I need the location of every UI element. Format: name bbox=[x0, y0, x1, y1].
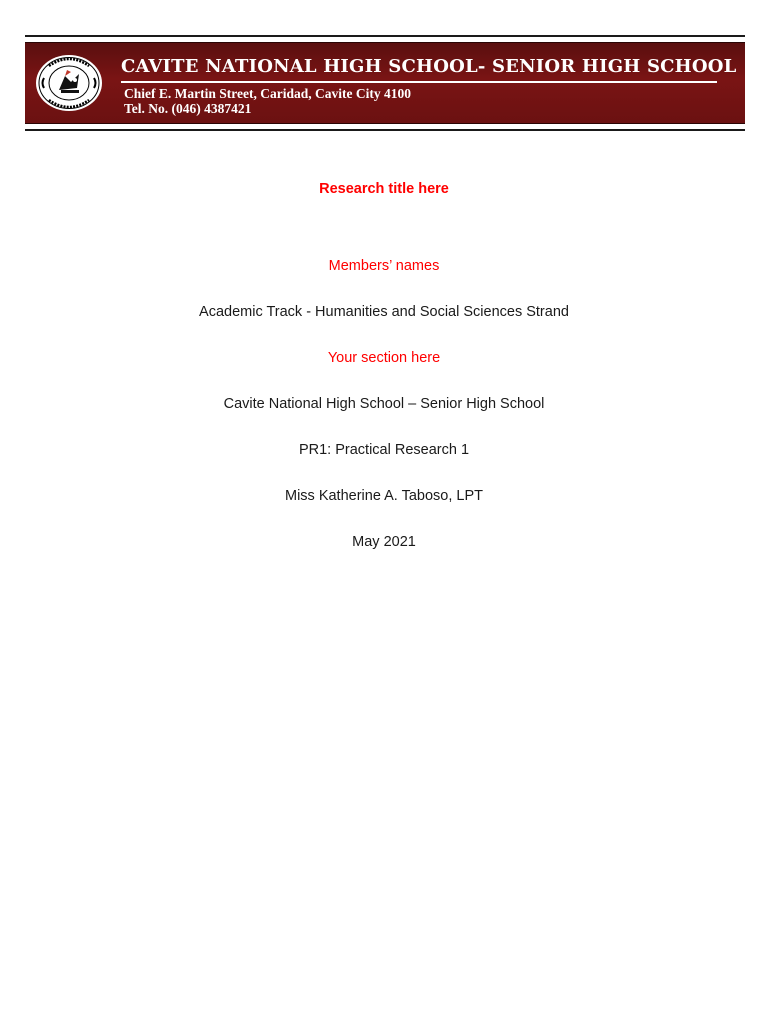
subject-line: PR1: Practical Research 1 bbox=[298, 442, 470, 458]
teacher-name: Miss Katherine A. Taboso, LPT bbox=[284, 488, 483, 504]
members-names-placeholder: Members’ names bbox=[328, 258, 440, 274]
header-bottom-rule bbox=[25, 129, 745, 131]
academic-track: Academic Track - Humanities and Social Sciences Strand bbox=[199, 304, 569, 320]
date-line: May 2021 bbox=[352, 534, 416, 550]
school-telephone: Tel. No. (046) 4387421 bbox=[124, 101, 252, 116]
school-header-banner bbox=[25, 42, 745, 124]
banner-divider bbox=[121, 81, 717, 83]
section-placeholder: Your section here bbox=[327, 350, 441, 366]
school-name-line: Cavite National High School – Senior High School bbox=[223, 396, 545, 412]
research-title-placeholder: Research title here bbox=[319, 181, 449, 197]
school-address: Chief E. Martin Street, Caridad, Cavite City 4100 bbox=[124, 86, 411, 101]
school-name-heading: CAVITE NATIONAL HIGH SCHOOL- SENIOR HIGH SCHOOL bbox=[121, 56, 737, 77]
school-seal-logo bbox=[35, 54, 103, 112]
header-top-rule bbox=[25, 35, 745, 37]
